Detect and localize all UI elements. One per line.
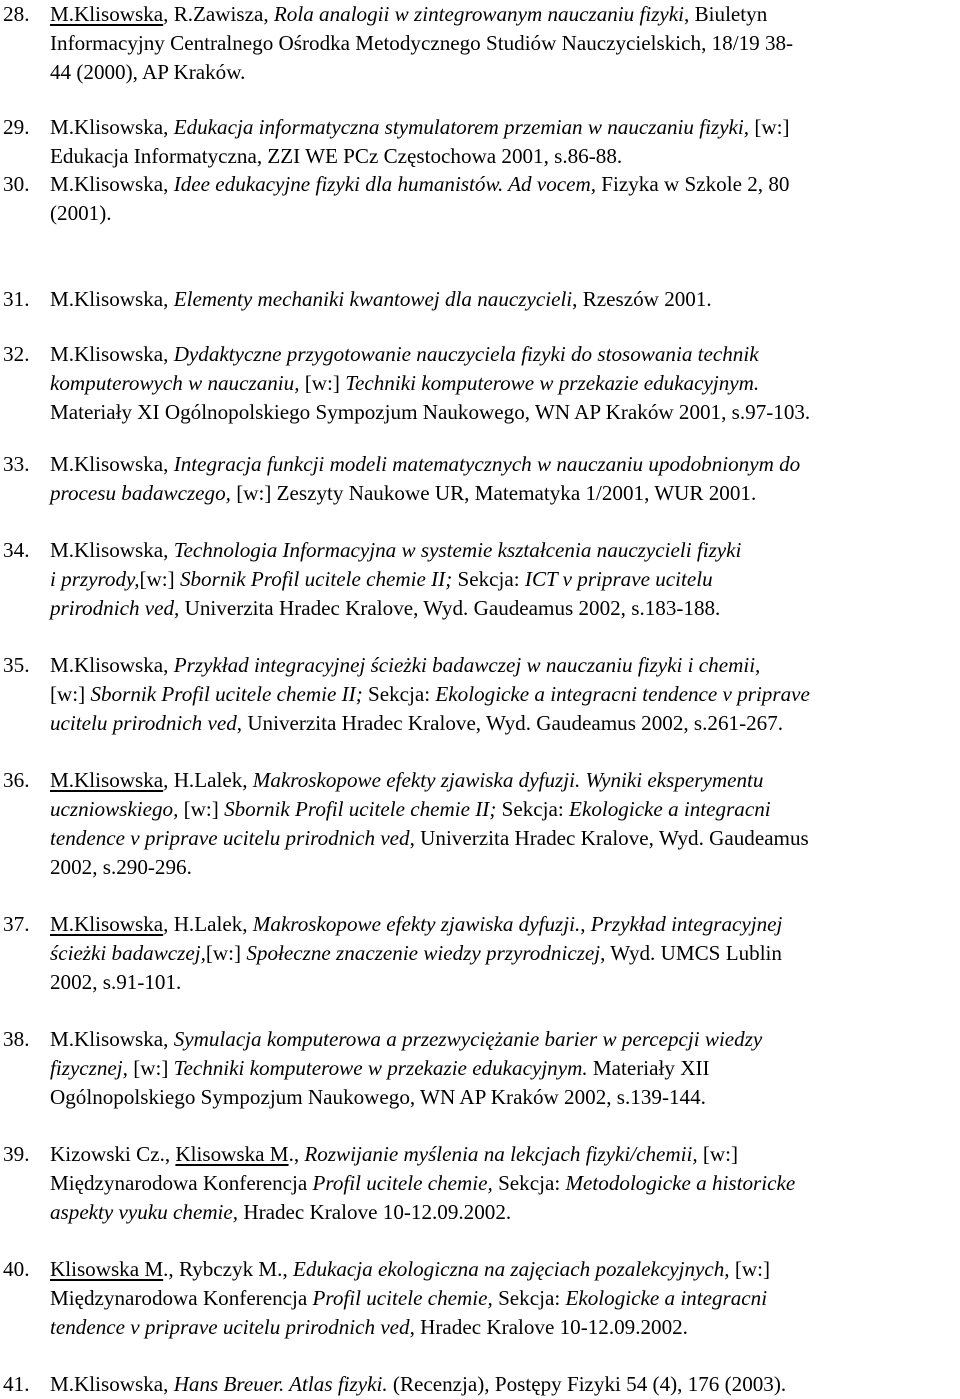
reference-text: [w:]	[749, 115, 790, 139]
reference-line	[50, 29, 954, 58]
italic-title-text: Sbornik Profil ucitele chemie II;	[90, 682, 363, 706]
underlined-author-name: M.Klisowska	[50, 912, 164, 936]
reference-line	[50, 910, 954, 939]
reference-entry	[0, 1255, 958, 1342]
reference-line	[50, 939, 954, 968]
reference-line	[50, 285, 954, 314]
italic-title-text: ICT v priprave ucitelu	[524, 567, 713, 591]
italic-title-text: Ekologicke a integracni tendence v priprave	[435, 682, 810, 706]
reference-line	[50, 1255, 954, 1284]
italic-title-text: Metodologicke a historicke	[565, 1171, 796, 1195]
underlined-author-name: M.Klisowska	[50, 768, 164, 792]
reference-number: 28.	[3, 2, 30, 26]
reference-entry	[0, 651, 958, 738]
reference-number: 37.	[3, 912, 30, 936]
reference-line	[50, 565, 954, 594]
italic-title-text: Dydaktyczne przygotowanie nauczyciela fizyki do stosowania technik	[173, 342, 759, 366]
reference-line	[50, 824, 954, 853]
reference-line	[50, 680, 954, 709]
reference-text: [w:]	[50, 682, 91, 706]
italic-title-text: Makroskopowe efekty zjawiska dyfuzji. Wyniki eksperymentu	[252, 768, 764, 792]
reference-text: M.Klisowska,	[50, 342, 174, 366]
reference-line	[50, 58, 954, 87]
reference-text: 2002, s.290-296.	[50, 855, 192, 879]
italic-title-text: Ekologicke a integracni	[569, 797, 771, 821]
reference-text: Materiały XII	[587, 1056, 710, 1080]
italic-title-text: Makroskopowe efekty zjawiska dyfuzji.	[252, 912, 581, 936]
reference-line	[50, 1198, 954, 1227]
italic-title-text: Profil ucitele chemie,	[312, 1171, 493, 1195]
reference-line	[50, 1284, 954, 1313]
reference-text: , Univerzita Hradec Kralove, Wyd. Gaudeamus	[409, 826, 809, 850]
italic-title-text: procesu badawczego,	[50, 481, 231, 505]
reference-text: , Univerzita Hradec Kralove, Wyd. Gaudeamus 2002, s.261-267.	[236, 711, 784, 735]
reference-text: Kizowski Cz.,	[50, 1142, 176, 1166]
reference-text: (Recenzja), Postępy Fizyki 54 (4), 176 (2003).	[387, 1372, 787, 1396]
reference-text: M.Klisowska,	[50, 452, 174, 476]
italic-title-text: ucitelu prirodnich ved	[50, 711, 237, 735]
reference-entry	[0, 113, 958, 171]
italic-title-text: Techniki komputerowe w przekazie edukacyjnym.	[345, 371, 760, 395]
italic-title-text: Technologia Informacyjna w systemie kształcenia nauczycieli fizyki	[173, 538, 742, 562]
reference-entry	[0, 0, 958, 87]
reference-line	[50, 113, 954, 142]
italic-title-text: uczniowskiego,	[50, 797, 179, 821]
reference-entry	[0, 1370, 958, 1399]
reference-text: ., Rybczyk M.,	[163, 1257, 294, 1281]
reference-line	[50, 968, 954, 997]
italic-title-text: Sbornik Profil ucitele chemie II;	[224, 797, 497, 821]
reference-text: Fizyka w Szkole 2, 80	[596, 172, 790, 196]
reference-text: [w:]	[127, 1056, 174, 1080]
reference-text: Sekcja:	[492, 1171, 566, 1195]
italic-title-text: Ekologicke a integracni	[565, 1286, 768, 1310]
italic-title-text: Techniki komputerowe w przekazie edukacyjnym.	[173, 1056, 588, 1080]
italic-title-text: Symulacja komputerowa a przezwyciężanie barier w percepcji wiedzy	[173, 1027, 763, 1051]
reference-entry	[0, 536, 958, 623]
reference-text: 2002, s.91-101.	[50, 970, 182, 994]
reference-text: 44 (2000), AP Kraków.	[50, 60, 246, 84]
reference-entry	[0, 340, 958, 427]
reference-line	[50, 0, 954, 29]
italic-title-text: Rozwijanie myślenia na lekcjach fizyki/chemii,	[304, 1142, 698, 1166]
reference-line	[50, 853, 954, 882]
reference-text: M.Klisowska,	[50, 115, 174, 139]
italic-title-text: Integracja funkcji modeli matematycznych w nauczaniu upodobnionym do	[173, 452, 801, 476]
reference-entry	[0, 285, 958, 314]
reference-line	[50, 536, 954, 565]
reference-text: M.Klisowska,	[50, 653, 174, 677]
reference-text: M.Klisowska,	[50, 1027, 174, 1051]
reference-line	[50, 398, 954, 427]
reference-line	[50, 766, 954, 795]
italic-title-text: Przykład integracyjnej ścieżki badawczej w nauczaniu fizyki i chemii,	[173, 653, 761, 677]
italic-title-text: Hans Breuer. Atlas fizyki.	[173, 1372, 388, 1396]
italic-title-text: Społeczne znaczenie wiedzy przyrodniczej	[246, 941, 601, 965]
reference-text: Międzynarodowa Konferencja	[50, 1286, 313, 1310]
reference-text: [w:] Zeszyty Naukowe UR, Matematyka 1/2001, WUR 2001.	[230, 481, 757, 505]
reference-text: Sekcja:	[362, 682, 436, 706]
underlined-author-name: Klisowska M	[50, 1257, 164, 1281]
reference-line	[50, 1054, 954, 1083]
italic-title-text: Idee edukacyjne fizyki dla humanistów. Ad vocem,	[173, 172, 597, 196]
reference-text: M.Klisowska,	[50, 287, 174, 311]
italic-title-text: Edukacja informatyczna stymulatorem przemian w nauczaniu fizyki,	[173, 115, 750, 139]
reference-text: , Rzeszów 2001.	[572, 287, 712, 311]
reference-line	[50, 795, 954, 824]
italic-title-text: aspekty vyuku chemie,	[50, 1200, 239, 1224]
reference-text: [w:]	[729, 1257, 771, 1281]
reference-number: 39.	[3, 1142, 30, 1166]
reference-text: , Wyd. UMCS Lublin	[600, 941, 782, 965]
reference-number: 38.	[3, 1027, 30, 1051]
reference-number: 32.	[3, 342, 30, 366]
reference-text: [w:]	[299, 371, 346, 395]
reference-entry	[0, 450, 958, 508]
reference-text: Międzynarodowa Konferencja	[50, 1171, 313, 1195]
italic-title-text: tendence v priprave ucitelu prirodnich ved	[50, 1315, 410, 1339]
reference-text: Sekcja:	[496, 797, 570, 821]
reference-number: 29.	[3, 115, 30, 139]
reference-line	[50, 170, 954, 199]
reference-text: Edukacja Informatyczna, ZZI WE PCz Częstochowa 2001, s.86-88.	[50, 144, 623, 168]
italic-title-text: komputerowych w nauczaniu,	[50, 371, 300, 395]
italic-title-text: tendence v priprave ucitelu prirodnich ved	[50, 826, 410, 850]
reference-text: M.Klisowska,	[50, 1372, 174, 1396]
reference-text: , Hradec Kralove 10-12.09.2002.	[409, 1315, 688, 1339]
reference-line	[50, 479, 954, 508]
reference-line	[50, 1169, 954, 1198]
italic-title-text: Sbornik Profil ucitele chemie II;	[179, 567, 453, 591]
reference-text: [w:]	[205, 941, 247, 965]
reference-text: Materiały XI Ogólnopolskiego Sympozjum Naukowego, WN AP Kraków 2001, s.97-103.	[50, 400, 811, 424]
reference-line	[50, 1313, 954, 1342]
reference-line	[50, 450, 954, 479]
italic-title-text: Edukacja ekologiczna na zajęciach pozalekcyjnych,	[293, 1257, 730, 1281]
reference-number: 30.	[3, 172, 30, 196]
italic-title-text: fizycznej,	[50, 1056, 128, 1080]
reference-number: 31.	[3, 287, 30, 311]
reference-text: ,	[580, 912, 591, 936]
reference-text: Univerzita Hradec Kralove, Wyd. Gaudeamus 2002, s.183-188.	[179, 596, 721, 620]
reference-text: , H.Lalek,	[163, 912, 253, 936]
reference-text: Informacyjny Centralnego Ośrodka Metodycznego Studiów Nauczycielskich, 18/19 38-	[50, 31, 794, 55]
reference-number: 36.	[3, 768, 30, 792]
reference-entry	[0, 910, 958, 997]
reference-number: 35.	[3, 653, 30, 677]
reference-line	[50, 369, 954, 398]
underlined-author-name: Klisowska M	[175, 1142, 289, 1166]
reference-text: Sekcja:	[492, 1286, 566, 1310]
reference-line	[50, 340, 954, 369]
reference-line	[50, 651, 954, 680]
reference-text: (2001).	[50, 201, 112, 225]
italic-title-text: Profil ucitele chemie,	[312, 1286, 493, 1310]
reference-entry	[0, 170, 958, 228]
italic-title-text: prirodnich ved,	[50, 596, 180, 620]
reference-line	[50, 1025, 954, 1054]
reference-text: Hradec Kralove 10-12.09.2002.	[238, 1200, 512, 1224]
reference-text: Ogólnopolskiego Sympozjum Naukowego, WN AP Kraków 2002, s.139-144.	[50, 1085, 706, 1109]
reference-text: [w:]	[139, 567, 180, 591]
reference-text: [w:]	[697, 1142, 739, 1166]
reference-line	[50, 594, 954, 623]
reference-line	[50, 199, 954, 228]
reference-entry	[0, 766, 958, 882]
reference-number: 41.	[3, 1372, 30, 1396]
underlined-author-name: M.Klisowska	[50, 2, 164, 26]
reference-entry	[0, 1025, 958, 1112]
reference-number: 40.	[3, 1257, 30, 1281]
italic-title-text: Elementy mechaniki kwantowej dla nauczycieli	[173, 287, 573, 311]
reference-number: 33.	[3, 452, 30, 476]
reference-line	[50, 709, 954, 738]
reference-number: 34.	[3, 538, 30, 562]
reference-text: Sekcja:	[452, 567, 525, 591]
reference-text: .,	[288, 1142, 305, 1166]
italic-title-text: ścieżki badawczej,	[50, 941, 206, 965]
reference-text: , Biuletyn	[684, 2, 768, 26]
reference-line	[50, 1140, 954, 1169]
reference-line	[50, 1083, 954, 1112]
reference-text: , H.Lalek,	[163, 768, 253, 792]
reference-line	[50, 1370, 954, 1399]
reference-text: , R.Zawisza,	[163, 2, 274, 26]
italic-title-text: Przykład integracyjnej	[590, 912, 783, 936]
reference-text: M.Klisowska,	[50, 538, 174, 562]
italic-title-text: i przyrody,	[50, 567, 140, 591]
italic-title-text: Rola analogii w zintegrowanym nauczaniu fizyki	[273, 2, 685, 26]
reference-line	[50, 142, 954, 171]
reference-text: M.Klisowska,	[50, 172, 174, 196]
reference-entry	[0, 1140, 958, 1227]
reference-text: [w:]	[178, 797, 225, 821]
